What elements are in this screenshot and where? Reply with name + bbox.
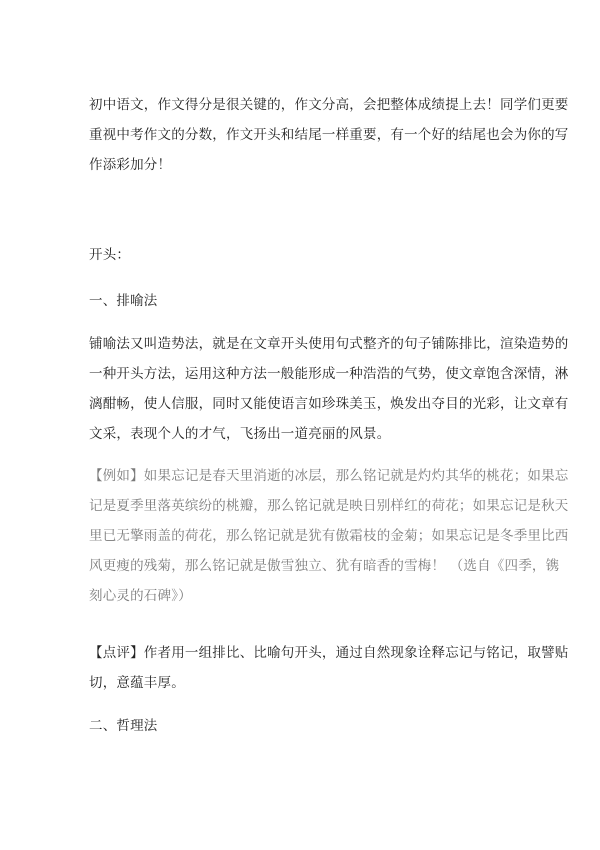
intro-paragraph [89,90,569,180]
comment-block [89,638,569,698]
example-block [89,461,569,611]
description-line: 文采，表现个人的才气，飞扬出一道亮丽的风景。 [89,426,391,442]
example-line: 记是夏季里落英缤纷的桃瓣，那么铭记就是映日别样红的荷花；如果忘记是秋天 [89,498,569,514]
description-line: 一种开头方法，运用这种方法一般能形成一种浩浩的气势，使文章饱含深情，淋 [89,366,569,382]
example-line: 风更瘦的残菊，那么铭记就是傲雪独立、犹有暗香的雪梅！ （选自《四季，镌 [89,558,560,574]
comment-line: 切，意蕴丰厚。 [89,675,185,691]
method-description [89,329,569,449]
comment-line: 【点评】作者用一组排比、比喻句开头，通过自然现象诠释忘记与铭记，取譬贴 [89,645,569,661]
intro-line: 初中语文，作文得分是很关键的，作文分高，会把整体成绩提上去！同学们更要 [89,97,569,113]
description-line: 铺喻法又叫造势法，就是在文章开头使用句式整齐的句子铺陈排比，渲染造势的 [89,336,569,352]
intro-line: 重视中考作文的分数，作文开头和结尾一样重要，有一个好的结尾也会为你的写 [89,127,569,143]
opening-label: 开头： [89,247,131,263]
example-line: 刻心灵的石碑》） [89,588,192,604]
section-heading-1: 一、排喻法 [89,293,158,309]
example-line: 里已无擎雨盖的荷花，那么铭记就是犹有傲霜枝的金菊；如果忘记是冬季里比西 [89,528,569,544]
intro-line: 作添彩加分！ [89,157,172,173]
example-line: 【例如】如果忘记是春天里消逝的冰层，那么铭记就是灼灼其华的桃花；如果忘 [89,468,569,484]
section-heading-2: 二、哲理法 [89,718,158,734]
description-line: 漓酣畅，使人信服，同时又能使语言如珍珠美玉，焕发出夺目的光彩，让文章有 [89,396,569,412]
